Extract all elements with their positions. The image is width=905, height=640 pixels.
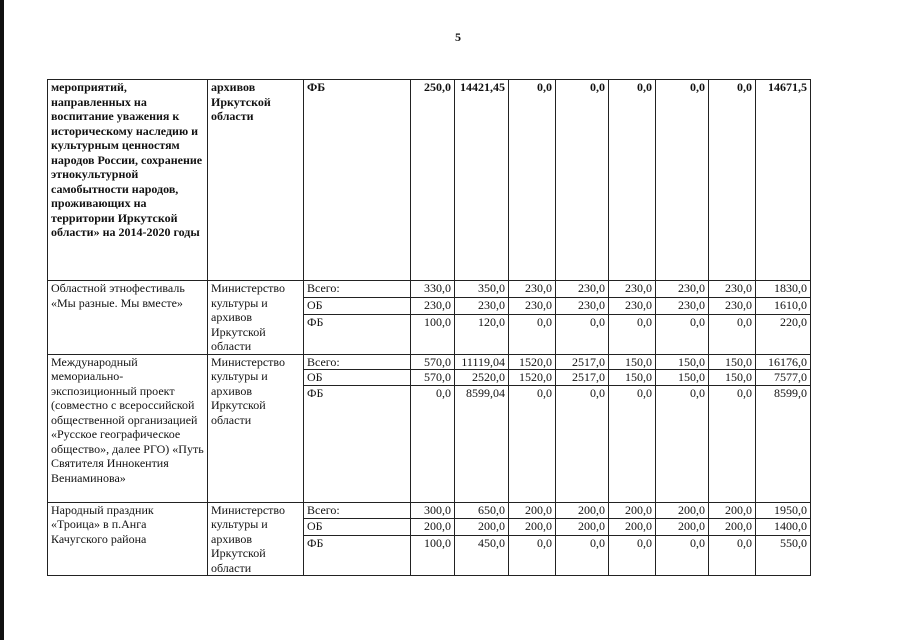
value-cell: 0,0 xyxy=(609,536,656,576)
value-cell: 550,0 xyxy=(756,536,811,576)
source-cell: ОБ xyxy=(304,370,411,386)
event-cell: Областной этнофестиваль «Мы разные. Мы вместе» xyxy=(48,281,208,355)
value-cell: 200,0 xyxy=(411,519,455,536)
value-cell: 200,0 xyxy=(609,519,656,536)
value-cell: 230,0 xyxy=(709,297,756,314)
source-cell: ФБ xyxy=(304,80,411,281)
value-cell: 0,0 xyxy=(509,80,556,281)
value-cell: 200,0 xyxy=(709,519,756,536)
value-cell: 16176,0 xyxy=(756,354,811,370)
value-cell: 220,0 xyxy=(756,314,811,354)
executor-cell: архивов Иркутской области xyxy=(208,80,304,281)
value-cell: 100,0 xyxy=(411,536,455,576)
value-cell: 0,0 xyxy=(509,385,556,502)
value-cell: 1610,0 xyxy=(756,297,811,314)
value-cell: 230,0 xyxy=(656,281,709,298)
value-cell: 570,0 xyxy=(411,370,455,386)
value-cell: 230,0 xyxy=(656,297,709,314)
value-cell: 350,0 xyxy=(455,281,509,298)
value-cell: 0,0 xyxy=(556,385,609,502)
value-cell: 0,0 xyxy=(709,385,756,502)
value-cell: 1520,0 xyxy=(509,354,556,370)
event-cell: мероприятий, направленных на воспитание уважения к историческому наследию и культурным ценностям народов России, сохранение этнокультурной самобытности народов, проживающих на территории Иркутской области» на 2014-2020 годы xyxy=(48,80,208,281)
value-cell: 300,0 xyxy=(411,502,455,519)
value-cell: 2517,0 xyxy=(556,370,609,386)
table-row xyxy=(48,80,811,281)
value-cell: 2517,0 xyxy=(556,354,609,370)
value-cell: 0,0 xyxy=(411,385,455,502)
table-row xyxy=(48,502,811,519)
value-cell: 1950,0 xyxy=(756,502,811,519)
value-cell: 150,0 xyxy=(609,354,656,370)
value-cell: 1830,0 xyxy=(756,281,811,298)
value-cell: 230,0 xyxy=(556,281,609,298)
value-cell: 200,0 xyxy=(656,502,709,519)
value-cell: 120,0 xyxy=(455,314,509,354)
value-cell: 230,0 xyxy=(509,297,556,314)
table-row xyxy=(48,281,811,298)
value-cell: 0,0 xyxy=(709,80,756,281)
value-cell: 2520,0 xyxy=(455,370,509,386)
source-cell: ФБ xyxy=(304,385,411,502)
value-cell: 0,0 xyxy=(656,536,709,576)
value-cell: 8599,04 xyxy=(455,385,509,502)
source-cell: Всего: xyxy=(304,502,411,519)
event-cell: Народный праздник «Троица» в п.Анга Качугского района xyxy=(48,502,208,576)
value-cell: 0,0 xyxy=(556,536,609,576)
value-cell: 230,0 xyxy=(609,297,656,314)
value-cell: 230,0 xyxy=(455,297,509,314)
value-cell: 230,0 xyxy=(509,281,556,298)
executor-cell: Министерство культуры и архивов Иркутской области xyxy=(208,281,304,355)
value-cell: 570,0 xyxy=(411,354,455,370)
source-cell: ОБ xyxy=(304,297,411,314)
scan-edge-bar xyxy=(0,0,4,640)
value-cell: 330,0 xyxy=(411,281,455,298)
value-cell: 200,0 xyxy=(509,502,556,519)
page-number: 5 xyxy=(455,30,461,44)
value-cell: 230,0 xyxy=(556,297,609,314)
value-cell: 14671,5 xyxy=(756,80,811,281)
value-cell: 230,0 xyxy=(709,281,756,298)
value-cell: 250,0 xyxy=(411,80,455,281)
value-cell: 200,0 xyxy=(709,502,756,519)
value-cell: 1520,0 xyxy=(509,370,556,386)
value-cell: 1400,0 xyxy=(756,519,811,536)
value-cell: 150,0 xyxy=(609,370,656,386)
value-cell: 100,0 xyxy=(411,314,455,354)
source-cell: Всего: xyxy=(304,281,411,298)
table-row xyxy=(48,354,811,370)
value-cell: 0,0 xyxy=(509,314,556,354)
value-cell: 0,0 xyxy=(556,314,609,354)
value-cell: 0,0 xyxy=(709,536,756,576)
value-cell: 450,0 xyxy=(455,536,509,576)
value-cell: 0,0 xyxy=(609,80,656,281)
value-cell: 7577,0 xyxy=(756,370,811,386)
value-cell: 200,0 xyxy=(455,519,509,536)
event-cell: Международный мемориально-экспозиционный проект (совместно с всероссийской общественной организацией «Русское географическое общество», далее РГО) «Путь Святителя Иннокентия Вениаминова» xyxy=(48,354,208,502)
value-cell: 0,0 xyxy=(556,80,609,281)
source-cell: ФБ xyxy=(304,536,411,576)
value-cell: 150,0 xyxy=(656,370,709,386)
value-cell: 0,0 xyxy=(656,314,709,354)
value-cell: 0,0 xyxy=(609,314,656,354)
executor-cell: Министерство культуры и архивов Иркутской области xyxy=(208,354,304,502)
value-cell: 150,0 xyxy=(656,354,709,370)
value-cell: 200,0 xyxy=(509,519,556,536)
value-cell: 0,0 xyxy=(509,536,556,576)
value-cell: 150,0 xyxy=(709,370,756,386)
value-cell: 0,0 xyxy=(656,385,709,502)
budget-table xyxy=(47,79,811,576)
executor-cell: Министерство культуры и архивов Иркутской области xyxy=(208,502,304,576)
value-cell: 650,0 xyxy=(455,502,509,519)
value-cell: 0,0 xyxy=(656,80,709,281)
value-cell: 8599,0 xyxy=(756,385,811,502)
value-cell: 200,0 xyxy=(609,502,656,519)
value-cell: 0,0 xyxy=(609,385,656,502)
source-cell: Всего: xyxy=(304,354,411,370)
value-cell: 0,0 xyxy=(709,314,756,354)
value-cell: 200,0 xyxy=(556,519,609,536)
value-cell: 150,0 xyxy=(709,354,756,370)
value-cell: 11119,04 xyxy=(455,354,509,370)
value-cell: 200,0 xyxy=(656,519,709,536)
source-cell: ФБ xyxy=(304,314,411,354)
value-cell: 230,0 xyxy=(411,297,455,314)
source-cell: ОБ xyxy=(304,519,411,536)
value-cell: 14421,45 xyxy=(455,80,509,281)
value-cell: 230,0 xyxy=(609,281,656,298)
value-cell: 200,0 xyxy=(556,502,609,519)
